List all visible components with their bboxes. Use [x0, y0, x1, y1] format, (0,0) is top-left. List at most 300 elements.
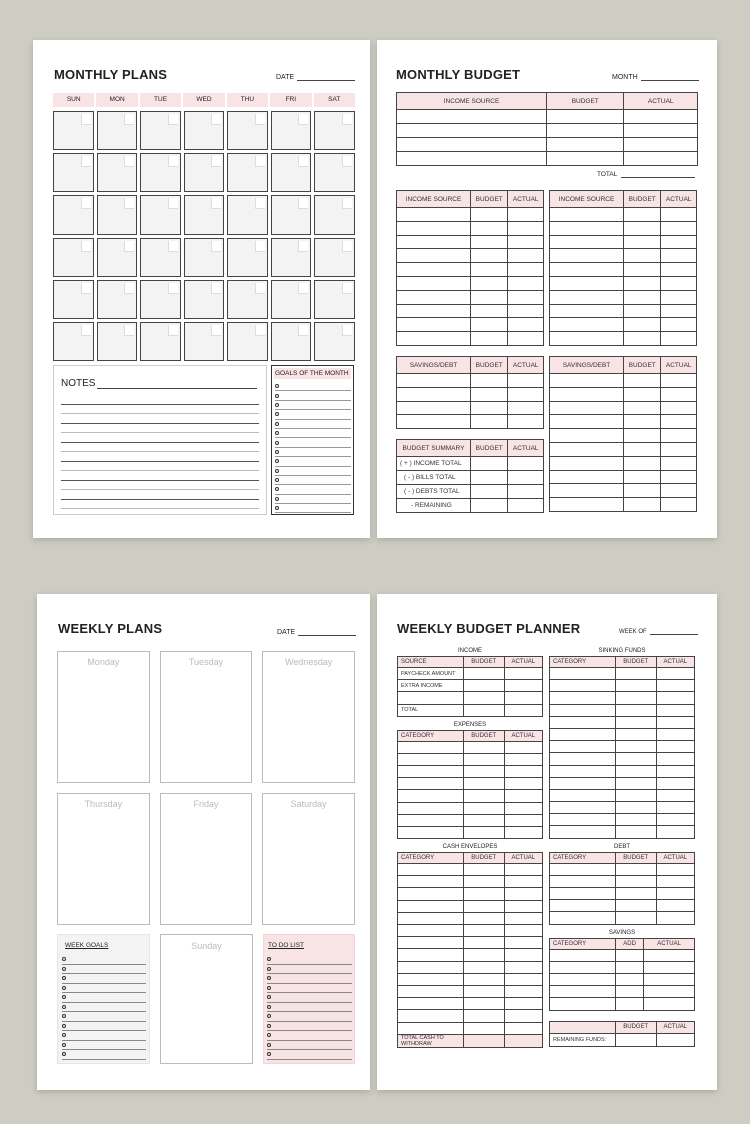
table-row[interactable] [398, 692, 543, 704]
day-box-thursday[interactable] [57, 793, 150, 925]
table-cell[interactable] [656, 680, 694, 692]
table-cell[interactable] [464, 864, 505, 876]
table-cell[interactable] [550, 208, 624, 222]
table-cell[interactable] [624, 374, 661, 388]
list-item[interactable] [62, 1050, 146, 1060]
table-cell[interactable] [550, 456, 624, 470]
table-cell[interactable] [616, 765, 657, 777]
table-cell[interactable] [656, 912, 694, 924]
table-cell[interactable] [624, 442, 661, 456]
table-cell[interactable] [624, 124, 698, 138]
table-cell[interactable] [550, 387, 624, 401]
table-cell[interactable] [504, 814, 542, 826]
table-cell[interactable] [471, 249, 508, 263]
list-item[interactable] [62, 984, 146, 994]
table-row[interactable] [397, 152, 698, 166]
table-row[interactable] [550, 484, 697, 498]
list-item[interactable] [62, 955, 146, 965]
table-cell[interactable] [397, 318, 471, 332]
table-cell[interactable] [550, 789, 616, 801]
table-row[interactable] [550, 332, 697, 346]
list-item[interactable] [267, 965, 352, 975]
table-cell[interactable] [464, 925, 505, 937]
table-cell[interactable] [504, 741, 542, 753]
table-cell[interactable] [644, 998, 695, 1010]
table-cell[interactable] [550, 401, 624, 415]
table-cell[interactable] [616, 1033, 657, 1046]
table-row[interactable] [398, 778, 543, 790]
table-cell[interactable] [616, 998, 644, 1010]
table-cell[interactable] [464, 1022, 505, 1034]
table-cell[interactable] [397, 290, 471, 304]
table-cell[interactable] [464, 826, 505, 838]
table-cell[interactable] [656, 875, 694, 887]
table-cell[interactable] [616, 888, 657, 900]
list-item[interactable] [62, 1012, 146, 1022]
table-cell[interactable] [398, 1010, 464, 1022]
table-row[interactable] [398, 753, 543, 765]
table-cell[interactable] [398, 753, 464, 765]
table-cell[interactable] [616, 961, 644, 973]
table-cell[interactable] [550, 249, 624, 263]
table-cell[interactable] [661, 332, 697, 346]
table-cell[interactable] [464, 668, 505, 680]
table-cell[interactable] [661, 442, 697, 456]
table-row[interactable] [550, 470, 697, 484]
table-cell[interactable] [550, 765, 616, 777]
table-row[interactable] [550, 986, 695, 998]
table-cell[interactable] [397, 124, 547, 138]
table-cell[interactable] [508, 290, 544, 304]
table-cell[interactable] [464, 949, 505, 961]
calendar-day-cell[interactable] [97, 280, 138, 319]
table-cell[interactable] [550, 442, 624, 456]
table-cell[interactable] [656, 900, 694, 912]
table-cell[interactable] [504, 900, 542, 912]
table-cell[interactable] [464, 1034, 505, 1047]
table-cell[interactable] [616, 692, 657, 704]
table-cell[interactable] [616, 668, 657, 680]
table-row[interactable] [550, 221, 697, 235]
goal-item[interactable] [275, 476, 351, 485]
calendar-day-cell[interactable] [227, 280, 268, 319]
calendar-day-cell[interactable] [97, 238, 138, 277]
summary-row[interactable] [397, 457, 544, 471]
table-row[interactable] [550, 888, 695, 900]
table-cell[interactable] [397, 332, 471, 346]
table-cell[interactable] [398, 973, 464, 985]
table-cell[interactable] [397, 276, 471, 290]
table-row[interactable] [397, 401, 544, 415]
goal-item[interactable] [275, 495, 351, 504]
month-field[interactable] [612, 73, 699, 81]
table-cell[interactable] [661, 387, 697, 401]
table-cell[interactable] [398, 778, 464, 790]
table-cell[interactable] [624, 387, 661, 401]
table-cell[interactable] [397, 387, 471, 401]
table-row[interactable] [550, 456, 697, 470]
table-cell[interactable] [471, 415, 508, 429]
table-cell[interactable] [656, 863, 694, 875]
table-cell[interactable] [661, 221, 697, 235]
table-cell[interactable] [397, 401, 471, 415]
table-cell[interactable] [471, 471, 508, 485]
table-cell[interactable] [471, 290, 508, 304]
table-cell[interactable] [616, 986, 644, 998]
table-cell[interactable] [508, 374, 544, 388]
table-cell[interactable] [464, 876, 505, 888]
table-cell[interactable] [550, 802, 616, 814]
table-row[interactable] [398, 741, 543, 753]
table-cell[interactable] [504, 680, 542, 692]
table-cell[interactable] [471, 304, 508, 318]
table-cell[interactable] [644, 986, 695, 998]
calendar-day-cell[interactable] [140, 153, 181, 192]
table-row[interactable] [397, 290, 544, 304]
table-cell[interactable] [504, 949, 542, 961]
notes-lines[interactable] [61, 395, 259, 509]
day-box-sunday[interactable] [160, 934, 253, 1064]
table-cell[interactable] [464, 704, 505, 716]
calendar-day-cell[interactable] [184, 195, 225, 234]
table-cell[interactable] [508, 401, 544, 415]
table-cell[interactable] [471, 276, 508, 290]
week-of-field[interactable] [619, 627, 698, 635]
table-row[interactable] [398, 765, 543, 777]
table-cell[interactable] [550, 680, 616, 692]
day-box-tuesday[interactable] [160, 651, 253, 783]
table-cell[interactable] [616, 802, 657, 814]
table-cell[interactable] [661, 304, 697, 318]
table-cell[interactable] [464, 778, 505, 790]
total-row[interactable] [398, 1034, 543, 1047]
table-cell[interactable] [550, 429, 624, 443]
table-row[interactable] [397, 374, 544, 388]
table-cell[interactable] [550, 498, 624, 512]
todo-list[interactable] [267, 955, 352, 1060]
goal-item[interactable] [275, 382, 351, 391]
table-cell[interactable] [398, 961, 464, 973]
table-row[interactable] [550, 973, 695, 985]
list-item[interactable] [62, 1003, 146, 1013]
table-cell[interactable] [508, 387, 544, 401]
goals-list[interactable] [275, 382, 351, 513]
table-cell[interactable] [504, 765, 542, 777]
table-cell[interactable] [504, 888, 542, 900]
table-cell[interactable] [397, 152, 547, 166]
calendar-day-cell[interactable] [314, 153, 355, 192]
table-row[interactable] [398, 802, 543, 814]
table-cell[interactable] [656, 888, 694, 900]
table-row[interactable] [550, 235, 697, 249]
table-cell[interactable] [550, 290, 624, 304]
table-cell[interactable] [504, 790, 542, 802]
table-cell[interactable] [661, 249, 697, 263]
table-cell[interactable] [471, 374, 508, 388]
table-cell[interactable] [398, 876, 464, 888]
table-cell[interactable] [398, 826, 464, 838]
table-cell[interactable] [661, 276, 697, 290]
table-cell[interactable] [398, 802, 464, 814]
table-cell[interactable] [398, 741, 464, 753]
calendar-day-cell[interactable] [53, 111, 94, 150]
table-row[interactable] [397, 276, 544, 290]
table-cell[interactable] [656, 802, 694, 814]
table-cell[interactable] [508, 499, 544, 513]
table-row[interactable] [550, 998, 695, 1010]
table-cell[interactable] [471, 485, 508, 499]
table-cell[interactable] [464, 973, 505, 985]
table-row[interactable] [550, 401, 697, 415]
table-row[interactable] [397, 138, 698, 152]
table-cell[interactable] [464, 912, 505, 924]
list-item[interactable] [267, 1031, 352, 1041]
table-cell[interactable] [550, 888, 616, 900]
table-cell[interactable] [398, 949, 464, 961]
table-cell[interactable] [464, 900, 505, 912]
table-cell[interactable] [508, 235, 544, 249]
goal-item[interactable] [275, 429, 351, 438]
table-row[interactable] [550, 741, 695, 753]
table-cell[interactable] [616, 704, 657, 716]
date-field[interactable] [276, 73, 355, 81]
goal-item[interactable] [275, 438, 351, 447]
table-cell[interactable] [550, 875, 616, 887]
table-cell[interactable] [550, 276, 624, 290]
table-row[interactable] [398, 985, 543, 997]
day-box-monday[interactable] [57, 651, 150, 783]
table-row[interactable] [398, 925, 543, 937]
table-row[interactable] [398, 961, 543, 973]
table-cell[interactable] [616, 728, 657, 740]
table-cell[interactable] [550, 716, 616, 728]
table-cell[interactable] [471, 221, 508, 235]
table-cell[interactable] [656, 704, 694, 716]
calendar-day-cell[interactable] [53, 238, 94, 277]
table-cell[interactable] [464, 1010, 505, 1022]
list-item[interactable] [267, 1003, 352, 1013]
table-cell[interactable] [397, 208, 471, 222]
table-row[interactable] [398, 668, 543, 680]
calendar-day-cell[interactable] [53, 153, 94, 192]
calendar-day-cell[interactable] [53, 195, 94, 234]
table-row[interactable] [398, 680, 543, 692]
table-cell[interactable] [471, 401, 508, 415]
table-cell[interactable] [550, 777, 616, 789]
table-row[interactable] [550, 276, 697, 290]
table-cell[interactable] [397, 110, 547, 124]
table-cell[interactable] [550, 900, 616, 912]
table-cell[interactable] [550, 814, 616, 826]
goal-item[interactable] [275, 467, 351, 476]
table-cell[interactable] [504, 864, 542, 876]
table-cell[interactable] [508, 304, 544, 318]
calendar-day-cell[interactable] [314, 111, 355, 150]
table-cell[interactable] [464, 814, 505, 826]
summary-row[interactable] [397, 471, 544, 485]
table-cell[interactable] [504, 1010, 542, 1022]
table-row[interactable] [550, 668, 695, 680]
table-cell[interactable] [504, 912, 542, 924]
table-cell[interactable] [471, 332, 508, 346]
table-row[interactable] [398, 826, 543, 838]
table-cell[interactable] [644, 973, 695, 985]
table-cell[interactable] [397, 138, 547, 152]
table-cell[interactable] [397, 235, 471, 249]
table-cell[interactable] [398, 998, 464, 1010]
table-cell[interactable] [398, 814, 464, 826]
table-cell[interactable] [616, 949, 644, 961]
table-cell[interactable] [398, 912, 464, 924]
table-cell[interactable] [398, 765, 464, 777]
table-row[interactable] [397, 263, 544, 277]
calendar-day-cell[interactable] [140, 111, 181, 150]
table-cell[interactable] [397, 415, 471, 429]
calendar-day-cell[interactable] [97, 153, 138, 192]
table-row[interactable] [550, 680, 695, 692]
table-cell[interactable] [471, 263, 508, 277]
table-row[interactable] [397, 304, 544, 318]
table-row[interactable] [397, 208, 544, 222]
table-cell[interactable] [550, 374, 624, 388]
table-cell[interactable] [547, 138, 624, 152]
list-item[interactable] [267, 1050, 352, 1060]
table-cell[interactable] [624, 221, 661, 235]
goal-item[interactable] [275, 448, 351, 457]
table-cell[interactable] [624, 235, 661, 249]
table-cell[interactable] [398, 692, 464, 704]
table-cell[interactable] [397, 221, 471, 235]
table-cell[interactable] [661, 415, 697, 429]
table-cell[interactable] [656, 728, 694, 740]
table-row[interactable] [550, 263, 697, 277]
table-row[interactable] [550, 814, 695, 826]
table-row[interactable] [550, 826, 695, 838]
goal-item[interactable] [275, 485, 351, 494]
table-row[interactable] [550, 387, 697, 401]
table-cell[interactable] [656, 765, 694, 777]
table-cell[interactable] [471, 318, 508, 332]
table-cell[interactable] [644, 961, 695, 973]
table-cell[interactable] [656, 777, 694, 789]
table-row[interactable] [550, 249, 697, 263]
table-cell[interactable] [508, 485, 544, 499]
table-row[interactable] [550, 429, 697, 443]
table-cell[interactable] [464, 961, 505, 973]
table-cell[interactable] [550, 753, 616, 765]
table-cell[interactable] [550, 235, 624, 249]
table-cell[interactable] [550, 332, 624, 346]
table-cell[interactable] [504, 973, 542, 985]
table-cell[interactable] [644, 949, 695, 961]
table-row[interactable] [550, 875, 695, 887]
calendar-day-cell[interactable] [227, 111, 268, 150]
table-cell[interactable] [471, 387, 508, 401]
table-cell[interactable] [508, 415, 544, 429]
calendar-day-cell[interactable] [140, 280, 181, 319]
calendar-day-cell[interactable] [271, 280, 312, 319]
table-row[interactable] [550, 900, 695, 912]
table-cell[interactable] [550, 986, 616, 998]
table-cell[interactable] [504, 961, 542, 973]
table-cell[interactable] [550, 961, 616, 973]
table-cell[interactable] [550, 998, 616, 1010]
table-cell[interactable] [471, 457, 508, 471]
table-cell[interactable] [661, 484, 697, 498]
table-row[interactable] [397, 415, 544, 429]
table-row[interactable] [550, 318, 697, 332]
table-cell[interactable] [624, 152, 698, 166]
table-row[interactable] [398, 864, 543, 876]
total-row[interactable] [398, 704, 543, 716]
table-cell[interactable] [508, 457, 544, 471]
table-cell[interactable] [550, 263, 624, 277]
table-cell[interactable] [504, 937, 542, 949]
calendar-day-cell[interactable] [184, 153, 225, 192]
calendar-day-cell[interactable] [140, 322, 181, 361]
table-cell[interactable] [661, 401, 697, 415]
calendar-day-cell[interactable] [314, 238, 355, 277]
goal-item[interactable] [275, 401, 351, 410]
table-row[interactable] [398, 937, 543, 949]
calendar-day-cell[interactable] [314, 280, 355, 319]
calendar-day-cell[interactable] [271, 153, 312, 192]
table-cell[interactable] [550, 973, 616, 985]
table-cell[interactable] [550, 304, 624, 318]
table-row[interactable] [397, 221, 544, 235]
table-cell[interactable] [624, 138, 698, 152]
table-cell[interactable] [471, 208, 508, 222]
table-row[interactable] [398, 1022, 543, 1034]
table-cell[interactable] [504, 778, 542, 790]
table-cell[interactable] [656, 692, 694, 704]
table-row[interactable] [550, 728, 695, 740]
table-row[interactable] [550, 912, 695, 924]
calendar-day-cell[interactable] [271, 238, 312, 277]
table-cell[interactable] [464, 888, 505, 900]
table-cell[interactable] [397, 304, 471, 318]
table-cell[interactable] [508, 249, 544, 263]
week-goals-list[interactable] [62, 955, 146, 1060]
table-row[interactable] [550, 716, 695, 728]
table-cell[interactable] [550, 415, 624, 429]
list-item[interactable] [267, 1041, 352, 1051]
list-item[interactable] [62, 974, 146, 984]
calendar-day-cell[interactable] [271, 195, 312, 234]
table-cell[interactable] [504, 998, 542, 1010]
table-cell[interactable] [624, 498, 661, 512]
calendar-day-cell[interactable] [53, 280, 94, 319]
table-cell[interactable] [624, 318, 661, 332]
table-cell[interactable] [661, 290, 697, 304]
table-cell[interactable] [661, 235, 697, 249]
table-cell[interactable] [616, 777, 657, 789]
table-cell[interactable] [616, 753, 657, 765]
table-cell[interactable]: EXTRA INCOME [398, 680, 464, 692]
table-row[interactable] [550, 789, 695, 801]
table-cell[interactable] [547, 124, 624, 138]
table-cell[interactable] [661, 498, 697, 512]
table-row[interactable] [397, 387, 544, 401]
calendar-day-cell[interactable] [184, 280, 225, 319]
list-item[interactable] [62, 993, 146, 1003]
table-cell[interactable] [504, 925, 542, 937]
table-cell[interactable] [661, 318, 697, 332]
list-item[interactable] [267, 955, 352, 965]
table-row[interactable] [397, 110, 698, 124]
table-cell[interactable] [464, 680, 505, 692]
table-cell[interactable] [616, 680, 657, 692]
